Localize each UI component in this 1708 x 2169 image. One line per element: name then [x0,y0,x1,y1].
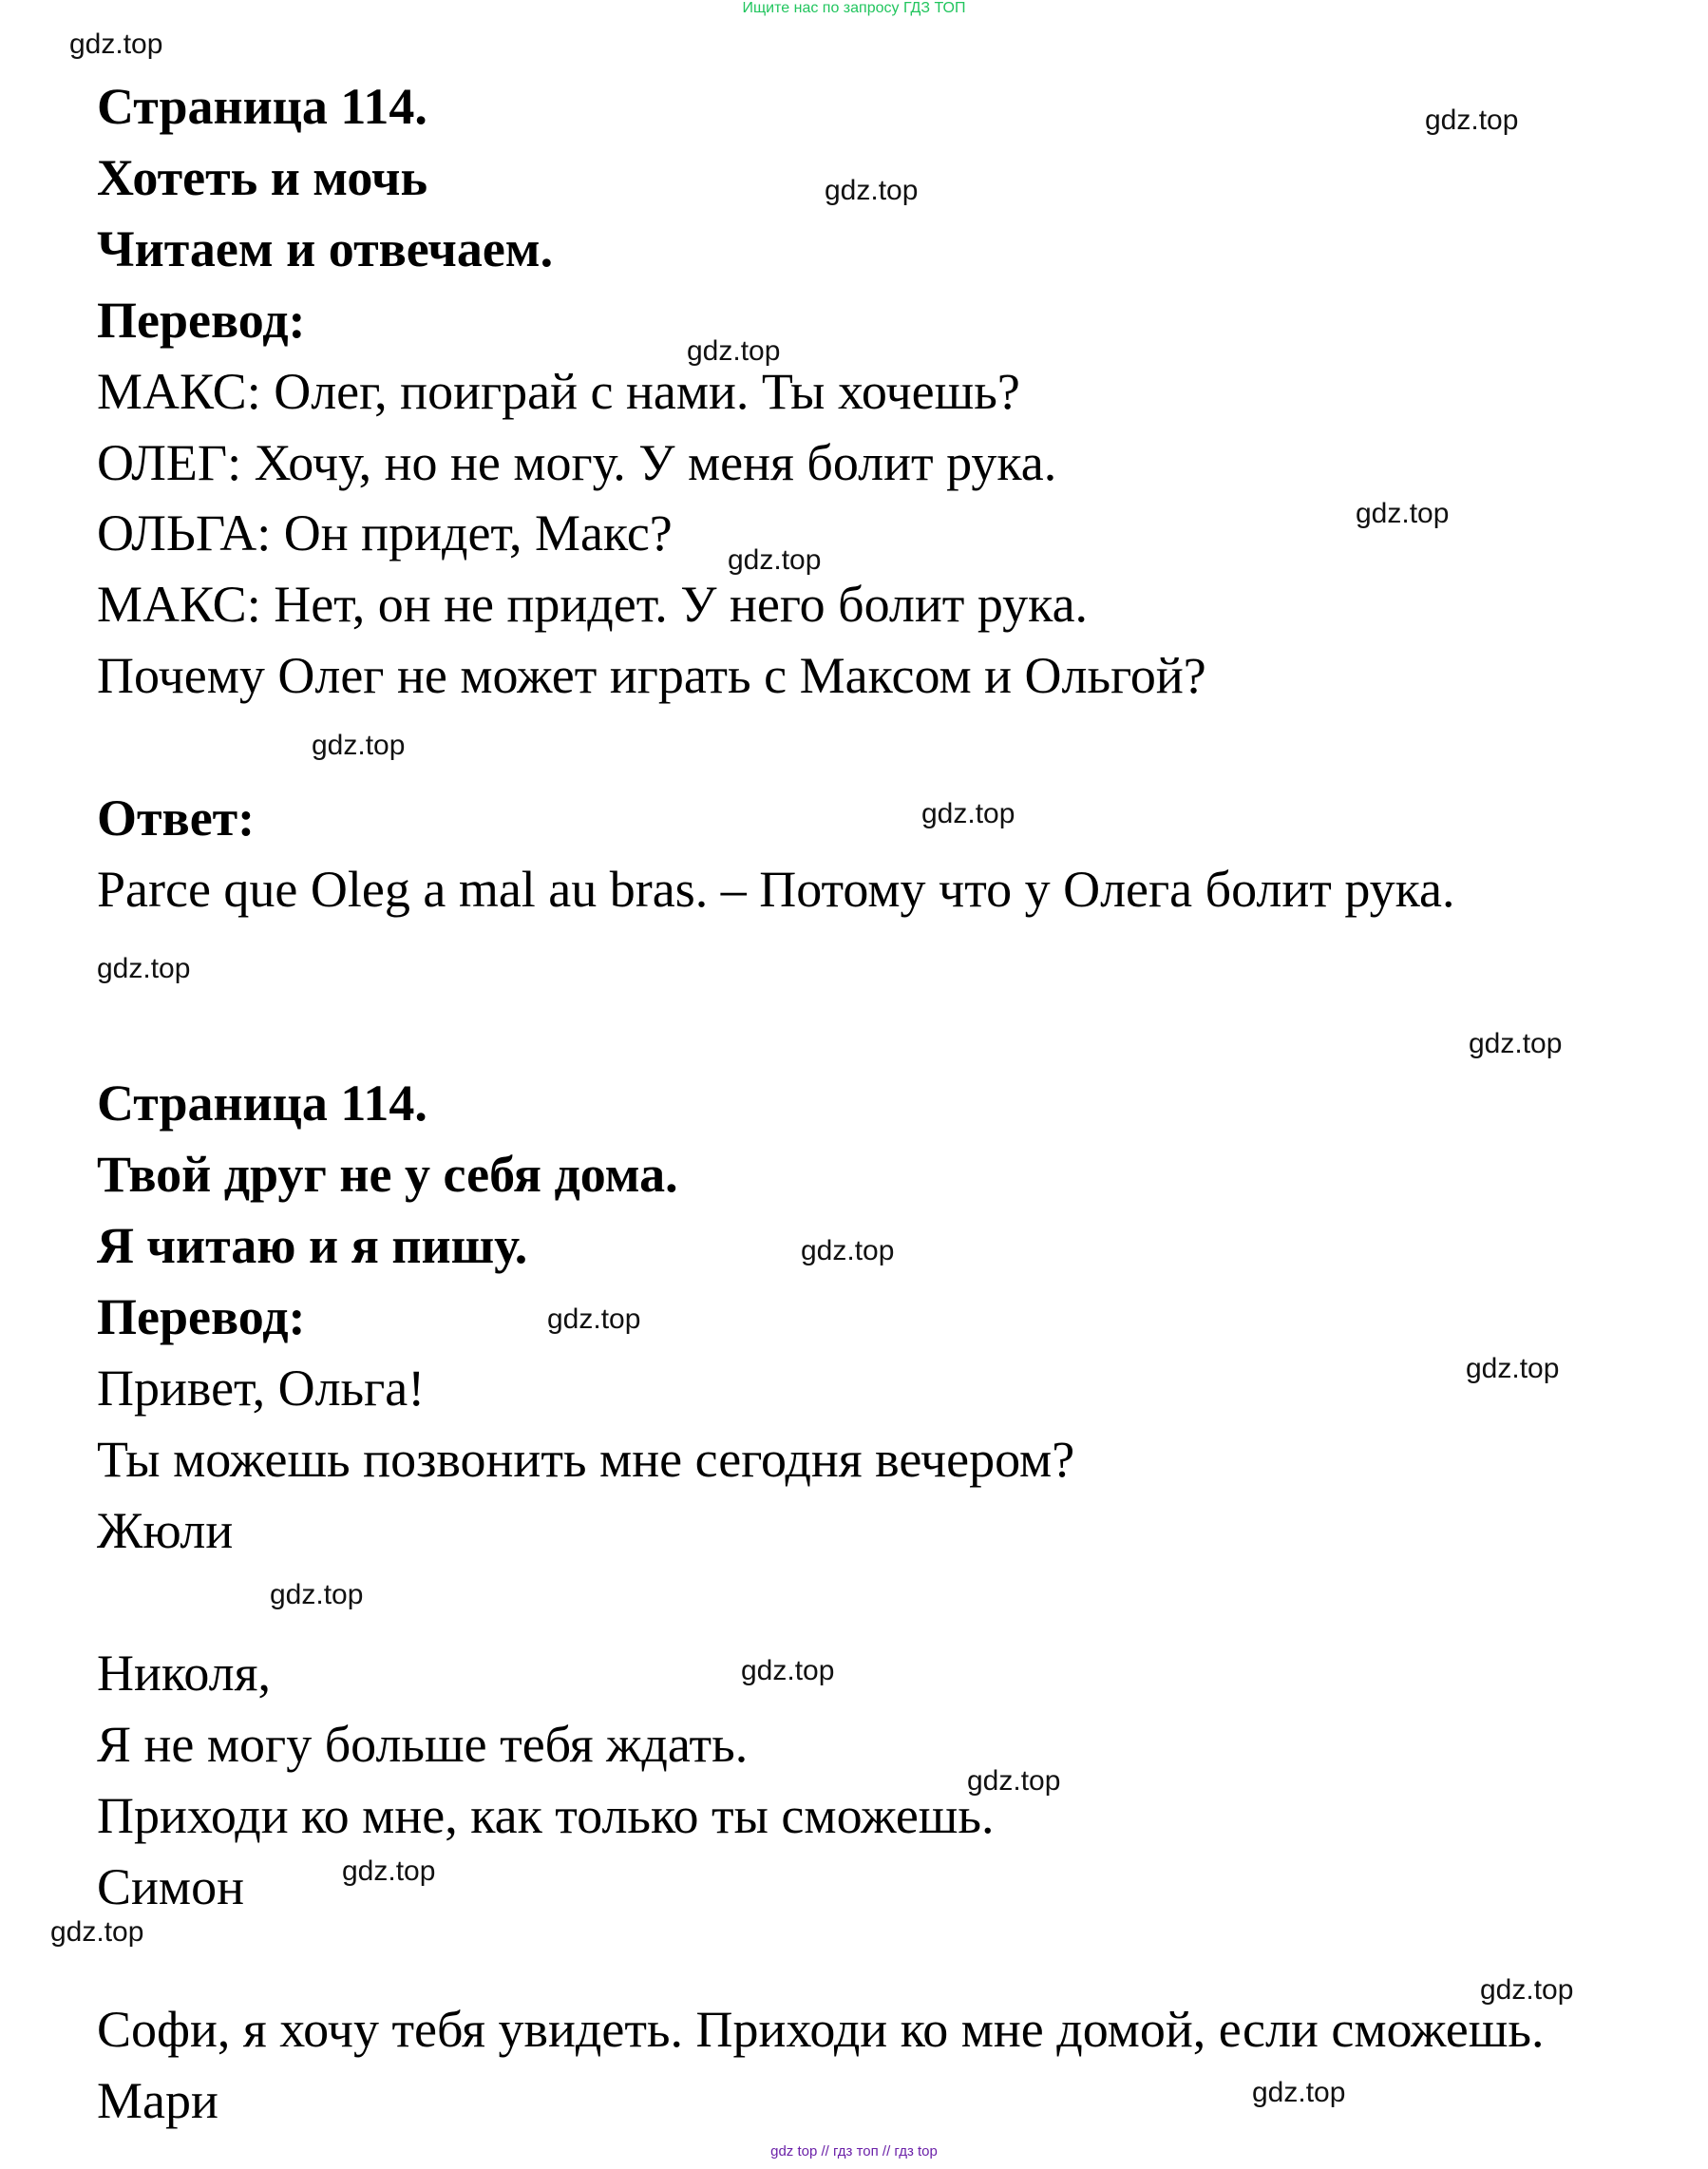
answer-label: Ответ: [97,790,256,847]
watermark: gdz.top [921,798,1015,829]
footer-watermark: gdz top // гдз топ // гдз top [770,2143,938,2159]
watermark: gdz.top [825,175,919,206]
translation-label: Перевод: [97,292,306,349]
top-banner: Ищите нас по запросу ГДЗ ТОП [742,0,966,16]
watermark: gdz.top [270,1579,364,1610]
watermark: gdz.top [50,1916,144,1948]
note-line: Я не могу больше тебя ждать. [97,1716,749,1773]
question-line: Почему Олег не может играть с Максом и Ольгой? [97,647,1206,704]
note-line: Николя, [97,1645,271,1702]
dialogue-line: ОЛЬГА: Он придет, Макс? [97,504,673,561]
watermark: gdz.top [69,29,163,60]
note-signature: Мари [97,2072,218,2129]
watermark: gdz.top [1425,105,1519,136]
watermark: gdz.top [687,335,781,367]
watermark: gdz.top [967,1765,1061,1797]
page-heading: Страница 114. [97,78,427,135]
watermark: gdz.top [1252,2077,1346,2108]
watermark: gdz.top [342,1855,436,1887]
section-title: Хотеть и мочь [97,149,427,206]
watermark: gdz.top [801,1235,895,1266]
answer-text: Parce que Oleg a mal au bras. – Потому что у Олега болит рука. [97,861,1455,918]
note-line: Приходи ко мне, как только ты сможешь. [97,1787,995,1844]
dialogue-line: ОЛЕГ: Хочу, но не могу. У меня болит рука. [97,434,1057,491]
page-heading: Страница 114. [97,1075,427,1132]
watermark: gdz.top [741,1655,835,1686]
dialogue-line: МАКС: Нет, он не придет. У него болит рука. [97,576,1089,633]
watermark: gdz.top [97,953,191,984]
watermark: gdz.top [547,1303,641,1335]
watermark: gdz.top [1469,1028,1563,1059]
watermark: gdz.top [1466,1353,1560,1384]
note-line: Софи, я хочу тебя увидеть. Приходи ко мне домой, если сможешь. [97,2001,1545,2058]
note-line: Привет, Ольга! [97,1360,426,1417]
section-title: Твой друг не у себя дома. [97,1146,678,1203]
watermark: gdz.top [312,730,406,761]
watermark: gdz.top [728,544,822,576]
watermark: gdz.top [1480,1974,1574,2006]
note-signature: Симон [97,1858,244,1915]
task-heading: Читаем и отвечаем. [97,220,554,277]
translation-label: Перевод: [97,1288,306,1345]
task-heading: Я читаю и я пишу. [97,1217,528,1274]
note-signature: Жюли [97,1502,234,1559]
watermark: gdz.top [1356,498,1450,529]
dialogue-line: МАКС: Олег, поиграй с нами. Ты хочешь? [97,363,1020,420]
note-line: Ты можешь позвонить мне сегодня вечером? [97,1431,1075,1488]
